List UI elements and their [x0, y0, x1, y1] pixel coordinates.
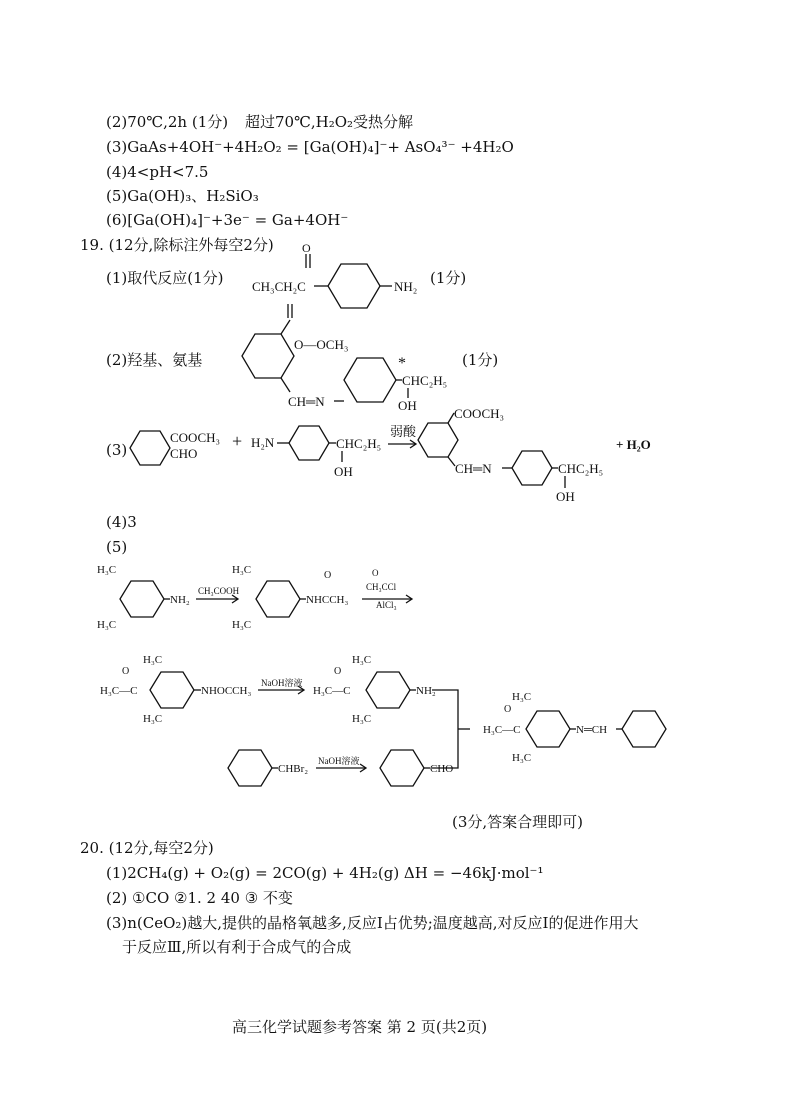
s4-h3cc: H₃C—C	[313, 685, 351, 697]
s1-nh2: NH₂	[170, 594, 190, 606]
s2-carbonyl-o: O	[324, 570, 332, 581]
s4-benzene	[366, 672, 410, 708]
s5-chbr2: CHBr₂	[278, 763, 309, 775]
p2-och3: O—OCH₃	[294, 337, 349, 352]
s7-h3cc: H₃C—C	[483, 724, 521, 736]
p3-oh: OH	[334, 464, 353, 479]
p3-product-ch-n: CH═N	[455, 461, 492, 476]
p3-cho: CHO	[170, 446, 198, 461]
s1-benzene	[120, 581, 164, 617]
s3-benzene	[150, 672, 194, 708]
s7-benzene-2	[622, 711, 666, 747]
s3-nhocch3: NHOCCH₃	[201, 685, 252, 697]
s1-reagent-ch3cooh: CH₃COOH	[198, 586, 240, 596]
structure-p2	[242, 304, 447, 413]
q19-header: 19. (12分,除标注外每空2分)	[80, 236, 274, 254]
s6-benzene	[380, 750, 424, 786]
q19-part-2-score: (1分)	[462, 351, 499, 369]
p3-product-benzene	[418, 423, 458, 457]
p1-carbonyl-o: O	[302, 241, 311, 255]
p2-chc2h5: CHC₂H₅	[402, 373, 448, 388]
p2-oh: OH	[398, 398, 417, 413]
q18-line-2-reason: 超过70℃,H₂O₂受热分解	[245, 113, 414, 131]
q18-line-3: (3)GaAs+4OH⁻+4H₂O₂ = [Ga(OH)₄]⁻+ AsO₄³⁻ +4H₂O	[106, 138, 514, 156]
s1-h3c-bottom: H₃C	[97, 619, 117, 631]
p3-condition: 弱酸	[390, 424, 417, 439]
q19-part-2: (2)羟基、氨基	[106, 351, 203, 369]
q20-line-3a: (3)n(CeO₂)越大,提供的晶格氧越多,反应Ⅰ占优势;温度越高,对反应Ⅰ的促进作用大	[106, 914, 639, 932]
s5-benzene	[228, 750, 272, 786]
p3-plus: +	[232, 431, 243, 451]
s4-o: O	[334, 666, 342, 677]
q18-line-5: (5)Ga(OH)₃、H₂SiO₃	[106, 187, 259, 205]
s7-n-ch: N═CH	[576, 724, 608, 736]
s1-h3c-top: H₃C	[97, 564, 117, 576]
p3-product-cooch3: COOCH₃	[454, 406, 505, 421]
s4-h3c-bottom: H₃C	[352, 713, 372, 725]
q19-part-5: (5)	[106, 538, 128, 556]
q20-line-2: (2) ①CO ②1. 2 40 ③ 不变	[106, 889, 293, 907]
s3-h3c-bottom: H₃C	[143, 713, 163, 725]
s5-reagent-naoh: NaOH溶液	[318, 756, 360, 766]
s3-h3c-top: H₃C	[143, 654, 163, 666]
s7-h3c-top: H₃C	[512, 691, 532, 703]
s7-h3c-bottom: H₃C	[512, 752, 532, 764]
s3-reagent-naoh: NaOH溶液	[261, 678, 303, 688]
p3-cooch3: COOCH₃	[170, 430, 221, 445]
p2-benzene-1	[242, 334, 294, 378]
p2-chiral-star: *	[398, 355, 406, 372]
structure-p1	[252, 241, 417, 308]
p3-reactant-benzene	[130, 431, 170, 465]
q19-part-3: (3)	[106, 441, 128, 459]
synthesis-row-2	[100, 654, 666, 786]
p3-product-benzene-2	[512, 451, 552, 485]
q20-line-3b: 于反应Ⅲ,所以有利于合成气的合成	[122, 938, 352, 956]
p3-reactant-benzene-2	[289, 426, 329, 460]
p3-chc2h5: CHC₂H₅	[336, 436, 382, 451]
s2-reagent-o: O	[372, 568, 379, 578]
q20-header: 20. (12分,每空2分)	[80, 839, 214, 857]
s4-nh2: NH₂	[416, 685, 436, 697]
s2-h3c-top: H₃C	[232, 564, 252, 576]
s2-benzene	[256, 581, 300, 617]
p1-formula: CH₃CH₂C	[252, 279, 306, 294]
p3-h2n: H₂N	[251, 435, 275, 450]
q18-line-6: (6)[Ga(OH)₄]⁻+3e⁻ = Ga+4OH⁻	[106, 211, 349, 229]
q19-part-5-score: (3分,答案合理即可)	[452, 813, 584, 831]
s3-o: O	[122, 666, 130, 677]
p2-benzene-2	[344, 358, 396, 402]
s2-reagent-alcl3: AlCl₃	[376, 600, 397, 610]
q18-line-4: (4)4<pH<7.5	[106, 163, 209, 181]
s7-o: O	[504, 704, 512, 715]
q20-line-1: (1)2CH₄(g) + O₂(g) = 2CO(g) + 4H₂(g) ΔH = −46kJ·mol⁻¹	[106, 864, 544, 882]
p3-product-chc2h5: CHC₂H₅	[558, 461, 604, 476]
p2-ch-n: CH═N	[288, 394, 325, 409]
s4-h3c-top: H₃C	[352, 654, 372, 666]
p1-nh2: NH₂	[394, 279, 418, 294]
p1-benzene	[328, 264, 380, 308]
s7-benzene	[526, 711, 570, 747]
p3-product-oh: OH	[556, 489, 575, 504]
synthesis-row-1	[97, 564, 412, 631]
q19-part-1: (1)取代反应(1分)	[106, 269, 224, 287]
reaction-p3	[130, 406, 651, 504]
p3-water: + H₂O	[616, 437, 651, 452]
page-footer: 高三化学试题参考答案 第 2 页(共2页)	[232, 1018, 488, 1036]
q19-part-4: (4)3	[106, 513, 137, 531]
s6-cho: CHO	[430, 763, 454, 775]
q19-part-1-score: (1分)	[430, 269, 467, 287]
s2-h3c-bottom: H₃C	[232, 619, 252, 631]
s3-h3cc: H₃C—C	[100, 685, 138, 697]
s2-nhcch3: NHCCH₃	[306, 594, 349, 606]
q18-line-2: (2)70℃,2h (1分)	[106, 113, 229, 131]
s2-reagent-ch3ccl: CH₃CCl	[366, 582, 397, 592]
